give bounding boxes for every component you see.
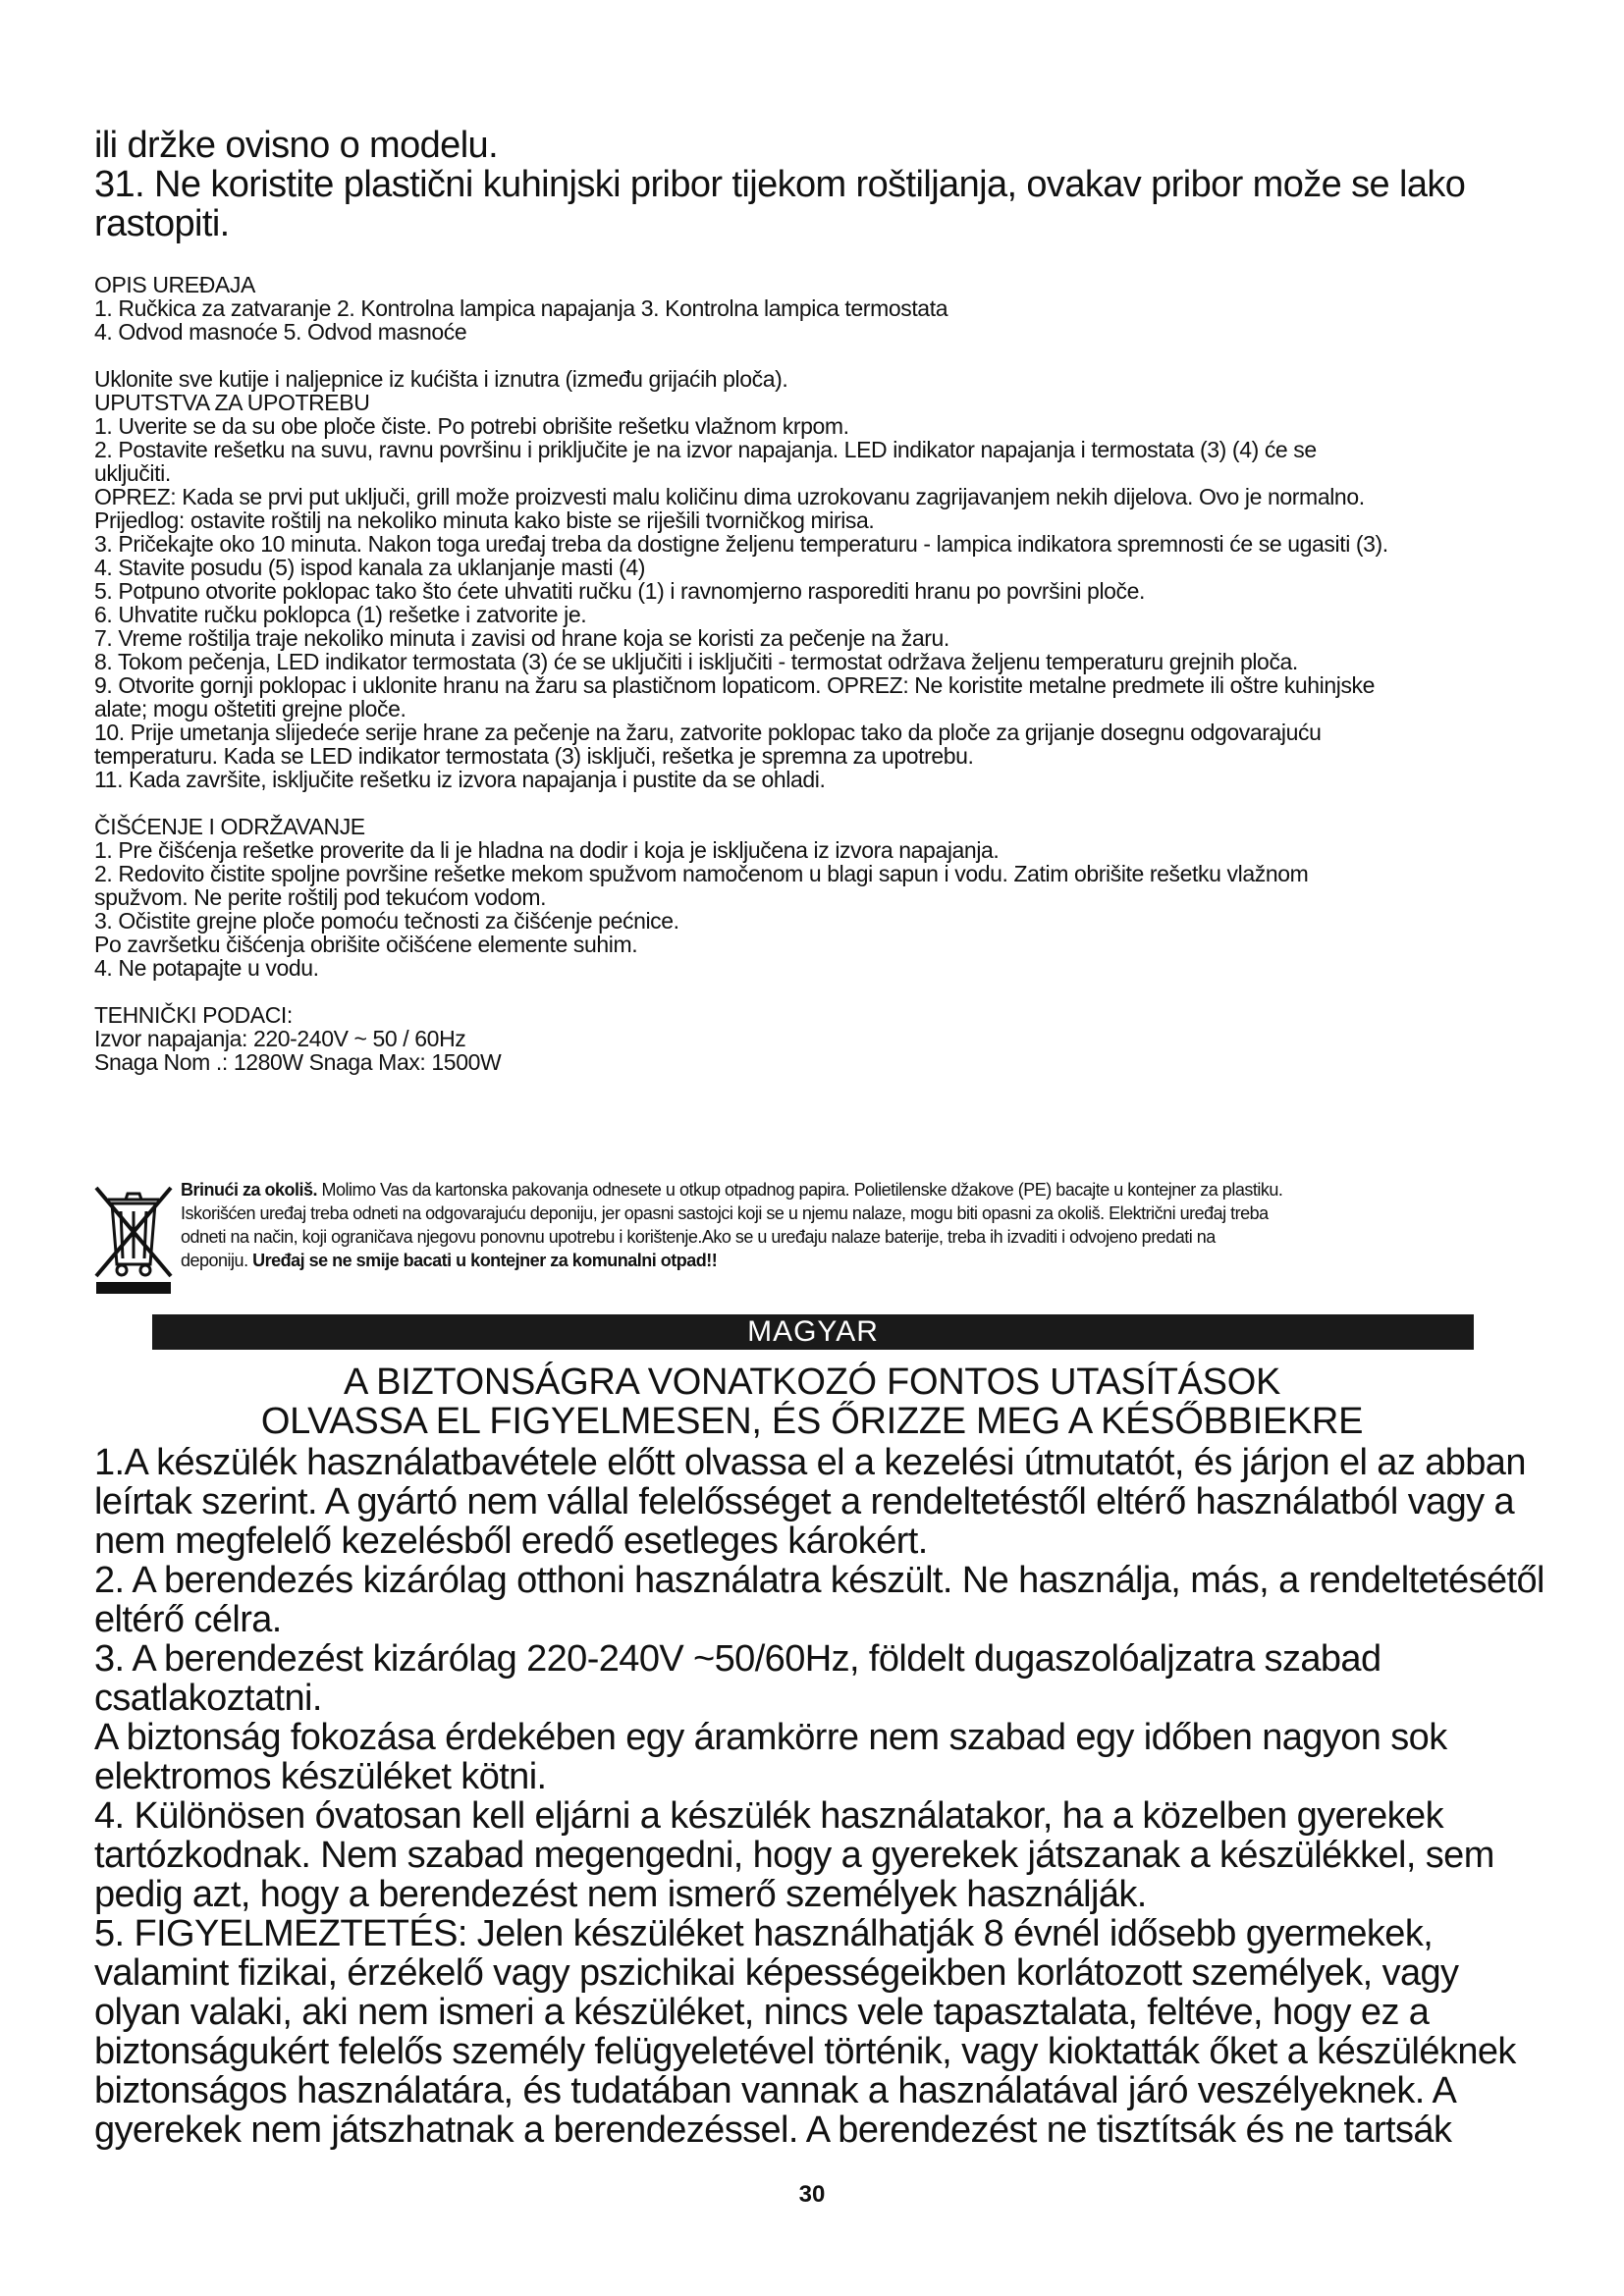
text-line: rastopiti. xyxy=(94,203,230,244)
text-line: 3. A berendezést kizárólag 220-240V ~50/60Hz, földelt dugaszolóaljzatra szabad xyxy=(94,1638,1381,1680)
text-line: Iskorišćen uređaj treba odneti na odgovarajuću deponiju, jer opasni sastojci koji se u njemu nalaze, mogu biti opasni za okoliš. Električni uređaj treba xyxy=(181,1203,1269,1223)
text-line: eltérő célra. xyxy=(94,1599,282,1640)
text-line: Po završetku čišćenja obrišite očišćene elemente suhim. xyxy=(94,932,638,957)
text-line: valamint fizikai, érzékelő vagy pszichikai képességeikben korlátozott személyek, vagy xyxy=(94,1952,1459,1994)
text-line: 9. Otvorite gornji poklopac i uklonite hranu na žaru sa plastičnom lopaticom. OPREZ: Ne koristite metalne predmete ili oštre kuhinjske xyxy=(94,672,1376,698)
text-line: 11. Kada završite, isključite rešetku iz izvora napajanja i pustite da se ohladi. xyxy=(94,767,826,792)
section-heading: OPIS UREĐAJA xyxy=(94,272,255,297)
language-section-bar: MAGYAR xyxy=(152,1314,1474,1350)
text-line: 6. Uhvatite ručku poklopca (1) rešetke i zatvorite je. xyxy=(94,602,587,627)
text-line: 1. Ručkica za zatvaranje 2. Kontrolna lampica napajanja 3. Kontrolna lampica termostata xyxy=(94,295,948,321)
disposal-text xyxy=(181,1178,1549,1272)
text-line: elektromos készüléket kötni. xyxy=(94,1756,547,1797)
text-line: leírtak szerint. A gyártó nem vállal felelősséget a rendeltetéstől eltérő használatból vagy a xyxy=(94,1481,1515,1522)
text-line: 4. Stavite posudu (5) ispod kanala za uklanjanje masti (4) xyxy=(94,555,646,580)
section-uputstva xyxy=(94,367,1538,791)
text-line: alate; mogu oštetiti grejne ploče. xyxy=(94,696,406,721)
text-line: 8. Tokom pečenja, LED indikator termostata (3) će se uključiti i isključiti - termostat održava željenu temperaturu grejnih ploča. xyxy=(94,649,1298,674)
text-line: Snaga Nom .: 1280W Snaga Max: 1500W xyxy=(94,1049,502,1075)
text-line: spužvom. Ne perite roštilj pod tekućom vodom. xyxy=(94,884,547,910)
crossed-out-wheelie-bin-icon xyxy=(86,1178,181,1296)
text-line: 1. Pre čišćenja rešetke proverite da li je hladna na dodir i koja je isključena iz izvora napajanja. xyxy=(94,837,1000,863)
hungarian-safety-text xyxy=(94,1442,1544,2151)
text-line: ili držke ovisno o modelu. xyxy=(94,125,499,166)
text-line: Izvor napajanja: 220-240V ~ 50 / 60Hz xyxy=(94,1026,466,1051)
text-line: A biztonság fokozása érdekében egy áramkörre nem szabad egy időben nagyon sok xyxy=(94,1717,1447,1758)
section-ciscenje xyxy=(94,815,1538,980)
text-line: biztonságukért felelős személy felügyeletével történik, vagy kioktatták őket a készüléknek xyxy=(94,2031,1516,2072)
text-line: pedig azt, hogy a berendezést nem ismerő személyek használják. xyxy=(94,1874,1147,1915)
text-line: 7. Vreme roštilja traje nekoliko minuta i zavisi od hrane koja se koristi za pečenje na žaru. xyxy=(94,625,949,651)
text-line: 4. Odvod masnoće 5. Odvod masnoće xyxy=(94,319,467,345)
disposal-notice xyxy=(86,1178,1549,1296)
title-line: OLVASSA EL FIGYELMESEN, ÉS ŐRIZZE MEG A KÉSŐBBIEKRE xyxy=(260,1401,1364,1442)
text-line: 4. Különösen óvatosan kell eljárni a készülék használatakor, ha a közelben gyerekek xyxy=(94,1795,1443,1837)
text-line: nem megfelelő kezelésből eredő esetleges károkért. xyxy=(94,1521,928,1562)
text-line: 3. Pričekajte oko 10 minuta. Nakon toga uređaj treba da dostigne željenu temperaturu - lampica indikatora spremnosti će se ugasiti (3). xyxy=(94,531,1388,557)
text-line: 10. Prije umetanja slijedeće serije hrane za pečenje na žaru, zatvorite poklopac tako da ploče za grijanje dosegnu odgovarajuću xyxy=(94,720,1322,745)
text-line: 5. FIGYELMEZTETÉS: Jelen készüléket használhatják 8 évnél idősebb gyermekek, xyxy=(94,1913,1434,1954)
text-line: biztonságos használatára, és tudatában vannak a használatával járó veszélyeknek. A xyxy=(94,2070,1457,2111)
section-tehnicki xyxy=(94,1003,1538,1074)
bold-tail: Uređaj se ne smije bacati u kontejner za komunalni otpad!! xyxy=(252,1251,718,1270)
text-line: csatlakoztatni. xyxy=(94,1678,322,1719)
text-line: OPREZ: Kada se prvi put uključi, grill može proizvesti malu količinu dima uzrokovanu zagrijavanjem nekih dijelova. Ovo je normalno. xyxy=(94,484,1365,509)
text-line: uključiti. xyxy=(94,460,171,486)
text-line: 31. Ne koristite plastični kuhinjski pribor tijekom roštiljanja, ovakav pribor može se lako xyxy=(94,164,1466,205)
croatian-instructions xyxy=(94,273,1538,1074)
bold-lead: Brinući za okoliš. xyxy=(181,1180,318,1200)
text-line: Prijedlog: ostavite roštilj na nekoliko minuta kako biste se riješili tvorničkog mirisa. xyxy=(94,507,875,533)
text-line: 5. Potpuno otvorite poklopac tako što ćete uhvatiti ručku (1) i ravnomjerno rasporediti hranu po površini ploče. xyxy=(94,578,1146,604)
text-line: 2. A berendezés kizárólag otthoni használatra készült. Ne használja, más, a rendeltetésétől xyxy=(94,1560,1544,1601)
page-number: 30 xyxy=(798,2181,826,2208)
section-opis xyxy=(94,273,1538,344)
text-line: 2. Redovito čistite spoljne površine rešetke mekom spužvom namočenom u blagi sapun i vodu. Zatim obrišite rešetku vlažnom xyxy=(94,861,1309,886)
text-line: 3. Očistite grejne ploče pomoću tečnosti za čišćenje pećnice. xyxy=(94,908,679,934)
text-line: 1.A készülék használatbavétele előtt olvassa el a kezelési útmutatót, és járjon el az abban xyxy=(94,1442,1526,1483)
text-line: 2. Postavite rešetku na suvu, ravnu površinu i priključite je na izvor napajanja. LED indikator napajanja i termostata (3) (4) će se xyxy=(94,437,1317,462)
title-line: A BIZTONSÁGRA VONATKOZÓ FONTOS UTASÍTÁSOK xyxy=(343,1362,1281,1403)
text-line: temperaturu. Kada se LED indikator termostata (3) isključi, rešetka je spremna za upotrebu. xyxy=(94,743,974,769)
hungarian-safety-title xyxy=(94,1362,1530,1441)
text-line: 4. Ne potapajte u vodu. xyxy=(94,955,319,981)
text-line: 1. Uverite se da su obe ploče čiste. Po potrebi obrišite rešetku vlažnom krpom. xyxy=(94,413,849,439)
text-line: tartózkodnak. Nem szabad megengedni, hogy a gyerekek játszanak a készülékkel, sem xyxy=(94,1835,1494,1876)
text-line: deponiju. Uređaj se ne smije bacati u kontejner za komunalni otpad!! xyxy=(181,1251,718,1270)
section-heading: UPUTSTVA ZA UPOTREBU xyxy=(94,390,370,415)
section-heading: ČIŠĆENJE I ODRŽAVANJE xyxy=(94,814,365,839)
section-heading: TEHNIČKI PODACI: xyxy=(94,1002,293,1028)
text-line: Brinući za okoliš. Molimo Vas da kartonska pakovanja odnesete u otkup otpadnog papira. Polietilenske džakove (PE) bacajte u kontejner za plastiku. xyxy=(181,1180,1283,1200)
text-line: Uklonite sve kutije i naljepnice iz kućišta i iznutra (između grijaćih ploča). xyxy=(94,366,788,392)
text-line: gyerekek nem játszhatnak a berendezéssel. A berendezést ne tisztítsák és ne tartsák xyxy=(94,2109,1452,2151)
text-line: olyan valaki, aki nem ismeri a készüléket, nincs vele tapasztalata, feltéve, hogy ez a xyxy=(94,1992,1430,2033)
text-line: odneti na način, koji ograničava njegovu ponovnu upotrebu i korištenje.Ako se u uređaju nalaze baterije, treba ih izvaditi i odvojeno predati na xyxy=(181,1227,1216,1247)
continued-warning-text xyxy=(94,126,1538,243)
